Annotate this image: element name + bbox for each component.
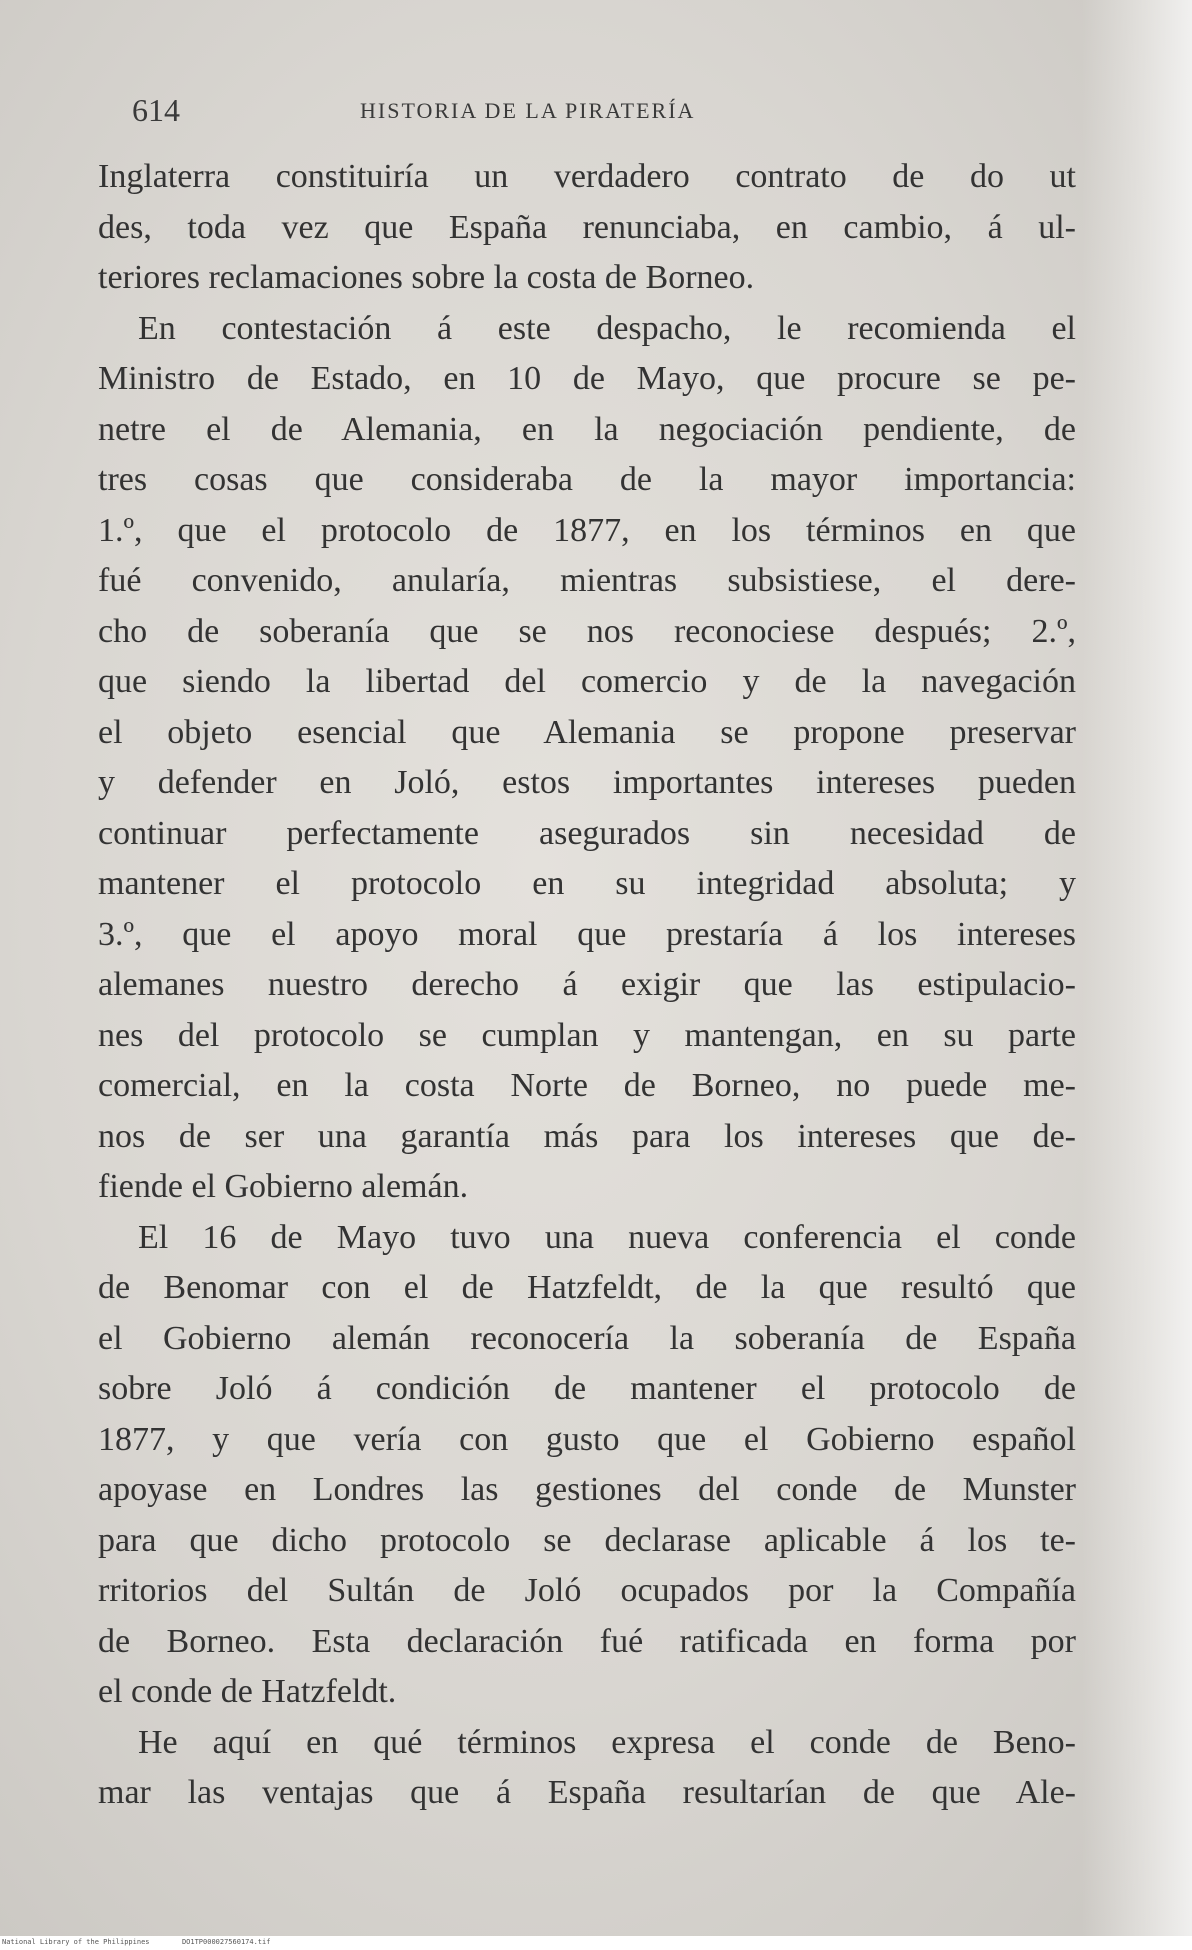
text-line: fiende el Gobierno alemán.: [98, 1168, 469, 1205]
text-line: En contestación á este despacho, le recomienda el: [138, 309, 1076, 347]
text-line: netre el de Alemania, en la negociación pendiente, de: [98, 410, 1076, 448]
text-line: Ministro de Estado, en 10 de Mayo, que procure se pe-: [98, 360, 1076, 397]
text-line: nes del protocolo se cumplan y mantengan, en su parte: [98, 1016, 1076, 1054]
page-header: [132, 92, 1062, 132]
text-line: sobre Joló á condición de mantener el protocolo de: [98, 1370, 1076, 1407]
text-line: rritorios del Sultán de Joló ocupados por la Compañía: [98, 1572, 1076, 1609]
text-line: cho de soberanía que se nos reconociese después; 2.º,: [98, 612, 1076, 650]
text-line: fué convenido, anularía, mientras subsistiese, el dere-: [98, 562, 1076, 599]
text-line: el Gobierno alemán reconocería la soberanía de España: [98, 1319, 1076, 1357]
text-line: nos de ser una garantía más para los intereses que de-: [98, 1117, 1076, 1155]
text-line: para que dicho protocolo se declarase aplicable á los te-: [98, 1521, 1076, 1559]
text-line: mantener el protocolo en su integridad absoluta; y: [98, 865, 1076, 902]
text-line: El 16 de Mayo tuvo una nueva conferencia el conde: [138, 1218, 1076, 1256]
text-line: tres cosas que consideraba de la mayor importancia:: [98, 461, 1076, 498]
running-title: HISTORIA DE LA PIRATERÍA: [360, 98, 696, 123]
text-line: que siendo la libertad del comercio y de la navegación: [98, 663, 1076, 700]
text-line: y defender en Joló, estos importantes intereses pueden: [98, 764, 1076, 801]
text-line: Inglaterra constituiría un verdadero contrato de do ut: [98, 158, 1076, 195]
text-line: el conde de Hatzfeldt.: [98, 1673, 397, 1710]
scan-footer: [2, 1938, 270, 1946]
text-line: des, toda vez que España renunciaba, en cambio, á ul-: [98, 208, 1076, 246]
text-line: teriores reclamaciones sobre la costa de Borneo.: [98, 259, 755, 296]
text-line: 1.º, que el protocolo de 1877, en los términos en que: [98, 511, 1076, 549]
text-line: el objeto esencial que Alemania se propone preservar: [98, 713, 1076, 751]
file-id: DO1TP000027560174.tif: [181, 1938, 271, 1946]
text-line: continuar perfectamente asegurados sin necesidad de: [98, 814, 1076, 852]
body-text: [98, 152, 1076, 1819]
page-number: 614: [132, 92, 180, 128]
text-line: de Borneo. Esta declaración fué ratificada en forma por: [98, 1622, 1076, 1660]
library-name: National Library of the Philippines: [2, 1938, 150, 1946]
text-line: mar las ventajas que á España resultarían de que Ale-: [98, 1774, 1076, 1811]
text-line: 3.º, que el apoyo moral que prestaría á los intereses: [98, 915, 1076, 953]
text-line: apoyase en Londres las gestiones del conde de Munster: [98, 1471, 1076, 1508]
text-line: 1877, y que vería con gusto que el Gobierno español: [98, 1420, 1076, 1458]
text-line: He aquí en qué términos expresa el conde de Beno-: [138, 1723, 1076, 1761]
text-line: alemanes nuestro derecho á exigir que las estipulacio-: [98, 966, 1076, 1003]
text-line: de Benomar con el de Hatzfeldt, de la que resultó que: [98, 1269, 1076, 1306]
text-line: comercial, en la costa Norte de Borneo, no puede me-: [98, 1067, 1076, 1104]
